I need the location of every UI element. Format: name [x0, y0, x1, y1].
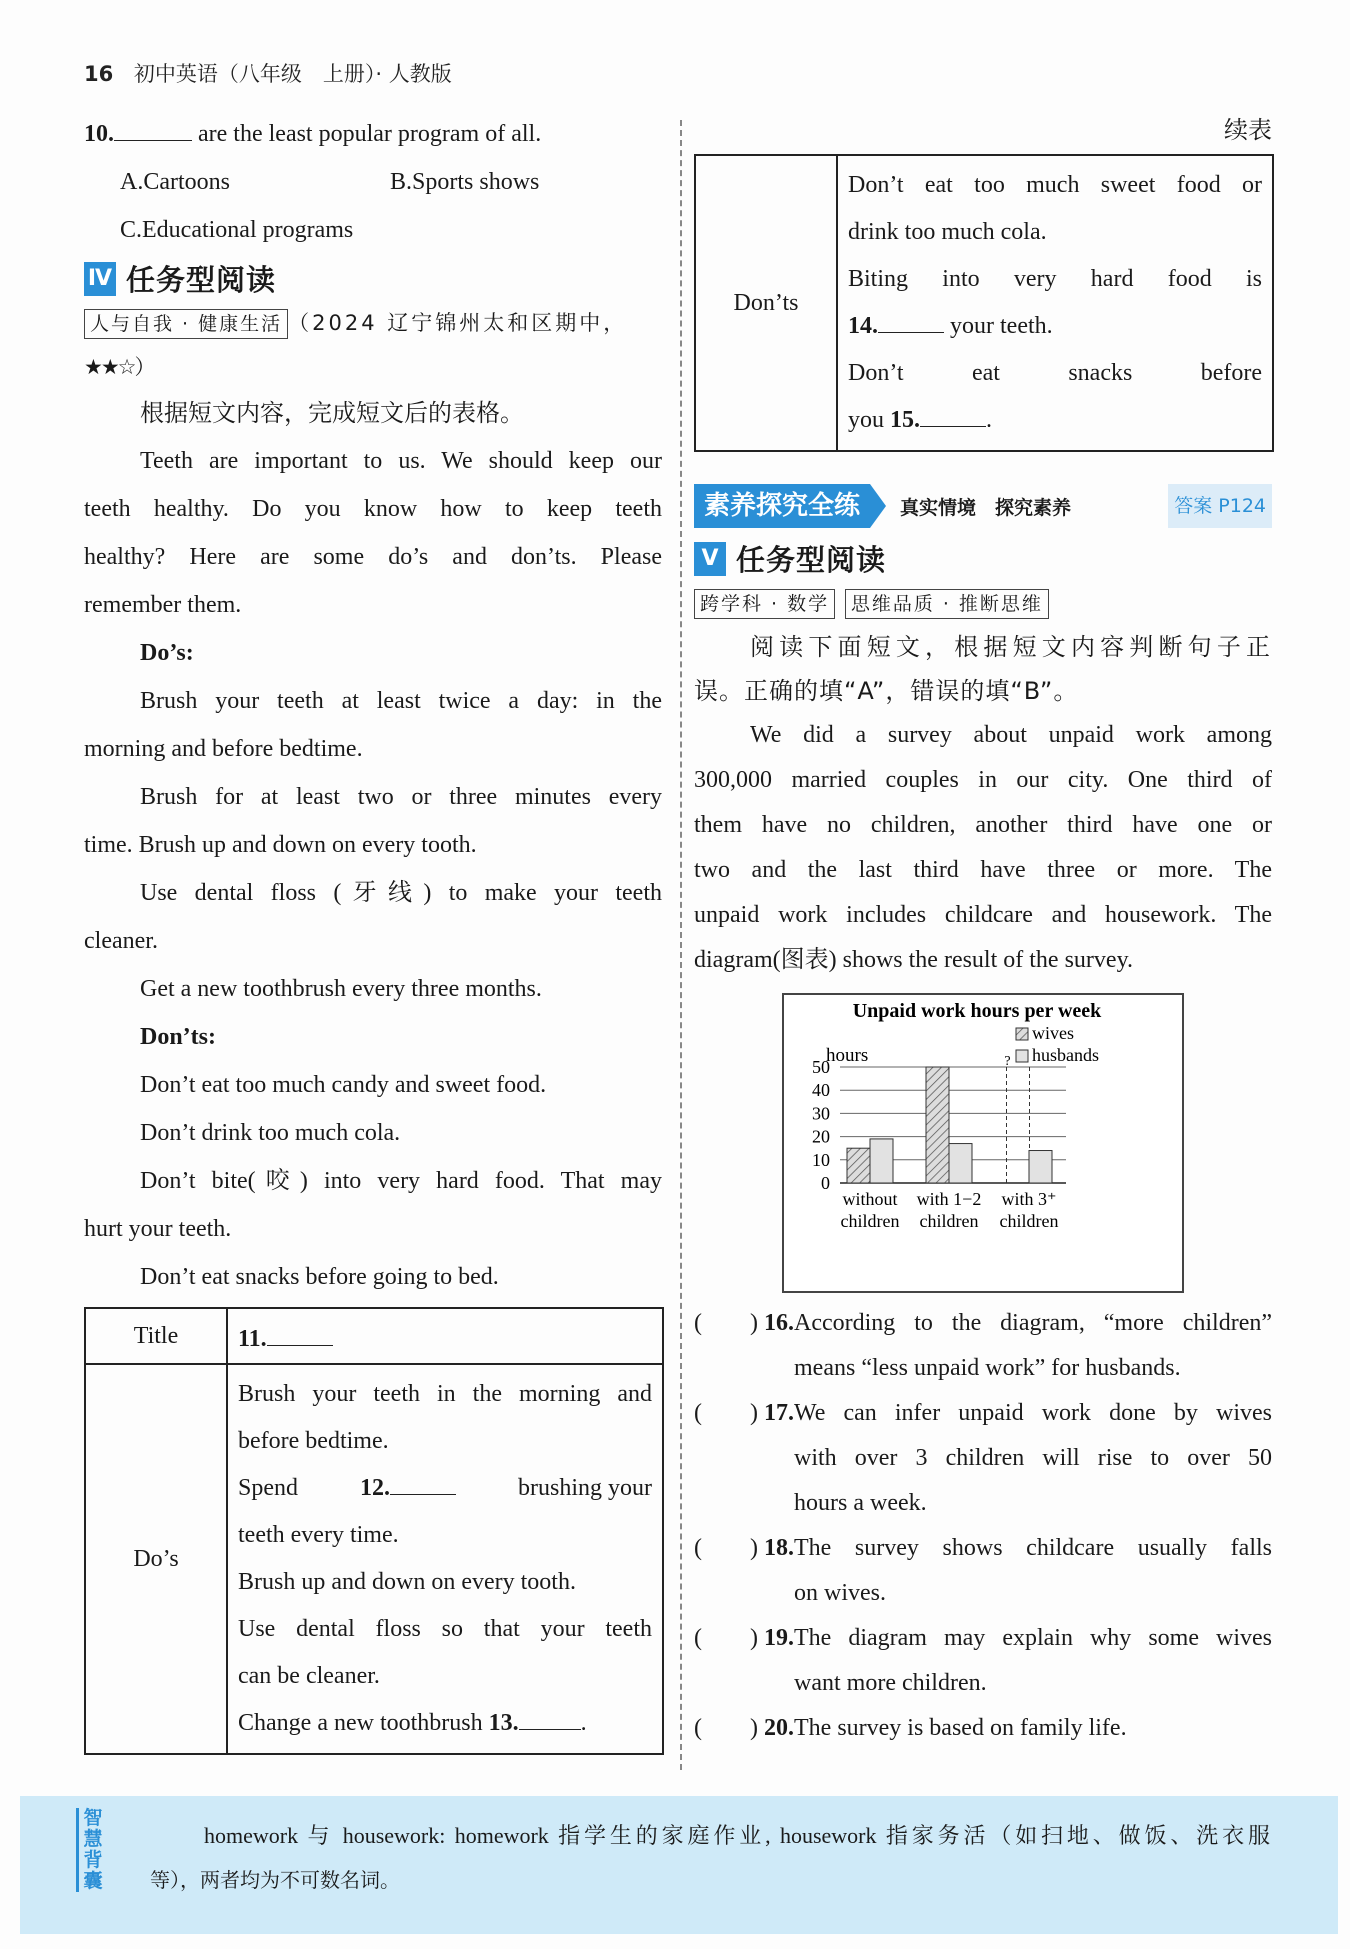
question-text: We can infer unpaid work done by wives [794, 1400, 1272, 1426]
bar-husbands [949, 1144, 972, 1183]
table-row [85, 1308, 663, 1364]
unknown-value-label: ? [1004, 1054, 1011, 1069]
question-number: 17. [764, 1400, 794, 1426]
cell-line: Use dental floss so that your teeth [238, 1616, 652, 1642]
dos-line: morning and before bedtime. [84, 736, 363, 762]
question-body [764, 1706, 1272, 1751]
dos-line: time. Brush up and down on every tooth. [84, 832, 477, 858]
thinking-tag: 思维品质 · 推断思维 [845, 589, 1049, 619]
section-number-badge: Ⅴ [694, 542, 726, 576]
column-divider [680, 120, 682, 1770]
left-column [84, 110, 662, 1755]
cell-line [848, 303, 1262, 350]
question-text: The diagram may explain why some wives [794, 1625, 1272, 1651]
legend-swatch-husbands [1016, 1050, 1028, 1062]
answer-paren[interactable]: ( ) [694, 1535, 758, 1561]
title-blank-cell [227, 1308, 663, 1364]
passage-line: We did a survey about unpaid work among [750, 722, 1272, 748]
dos-line: Get a new toothbrush every three months. [140, 976, 542, 1002]
legend-label-husbands: husbands [1032, 1045, 1099, 1065]
legend-swatch-wives [1016, 1028, 1028, 1040]
dos-line: cleaner. [84, 928, 158, 954]
answer-blank[interactable] [519, 1703, 581, 1730]
passage-line: two and the last third have three or more. The [694, 857, 1272, 883]
difficulty-line [84, 345, 662, 389]
book-title: 初中英语（八年级 上册）· 人教版 [133, 62, 452, 86]
x-tick-label: children [999, 1211, 1059, 1231]
banner-subtitle: 真实情境 探究素养 [900, 496, 1072, 519]
question-19 [694, 1616, 1272, 1706]
answer-blank[interactable] [114, 114, 192, 141]
chart-legend [1016, 1023, 1099, 1065]
answer-page-link[interactable]: 答案 P124 [1168, 484, 1272, 528]
table-row [695, 155, 1273, 451]
dos-line: Use dental floss (牙线) to make your teeth [140, 880, 662, 906]
x-tick-label: with 1−2 [916, 1189, 982, 1209]
question-body [764, 1616, 1272, 1706]
cell-text: . [986, 407, 992, 433]
dos-line: Brush for at least two or three minutes every [140, 784, 662, 810]
y-tick-label: 30 [812, 1103, 830, 1124]
passage-line: healthy? Here are some do’s and don’ts. Please [84, 544, 662, 570]
donts-line: hurt your teeth. [84, 1216, 232, 1242]
donts-line: Don’t eat too much candy and sweet food. [140, 1072, 547, 1098]
cell-line: drink too much cola. [848, 219, 1047, 245]
y-tick-label: 40 [812, 1080, 830, 1101]
donts-line: Don’t drink too much cola. [140, 1120, 401, 1146]
section-5-heading [694, 538, 1272, 579]
q11-number: 11. [238, 1326, 267, 1352]
chart-bars [847, 1054, 1052, 1183]
answer-table-continued [694, 154, 1274, 452]
donts-line: Don’t eat snacks before going to bed. [140, 1264, 499, 1290]
cell-line: before bedtime. [238, 1428, 389, 1454]
answer-blank[interactable] [878, 306, 944, 333]
tip-line: homework 与 housework: homework 指学生的家庭作业, housework 指家务活（如扫地、做饭、洗衣服 [204, 1823, 1270, 1848]
title-label-cell: Title [85, 1308, 227, 1364]
passage-line: them have no children, another third have one or [694, 812, 1272, 838]
dos-heading: Do’s: [140, 640, 194, 666]
cell-line: Don’t eat too much sweet food or [848, 172, 1262, 198]
question-10 [84, 110, 662, 158]
x-tick-label: children [840, 1211, 900, 1231]
passage-line: 300,000 married couples in our city. One third of [694, 767, 1272, 793]
continued-label: 续表 [1224, 116, 1272, 144]
question-body [764, 1301, 1272, 1391]
q10-option-b: B.Sports shows [390, 169, 540, 195]
x-axis-labels [841, 1189, 1059, 1231]
cell-line [238, 1465, 652, 1512]
question-body [764, 1391, 1272, 1526]
x-tick-label: with 3⁺ [1001, 1189, 1057, 1209]
q14-number: 14. [848, 313, 878, 339]
q10-option-c: C.Educational programs [120, 217, 354, 243]
question-text: means “less unpaid work” for husbands. [794, 1355, 1181, 1381]
dos-line: Brush your teeth at least twice a day: in the [140, 688, 662, 714]
q15-number: 15. [890, 407, 920, 433]
section-number-badge: Ⅳ [84, 262, 116, 296]
answer-paren[interactable]: ( ) [694, 1715, 758, 1741]
answer-blank[interactable] [920, 400, 986, 427]
section-5-instruction: 阅读下面短文，根据短文内容判断句子正 [750, 633, 1272, 661]
paren-close: ） [134, 355, 159, 379]
donts-line: Don’t bite(咬) into very hard food. That may [140, 1168, 662, 1194]
practice-banner [694, 484, 1272, 528]
y-tick-label: 10 [812, 1149, 830, 1170]
answer-paren[interactable]: ( ) [694, 1400, 758, 1426]
q10-options-ab [84, 158, 662, 206]
donts-heading: Don’ts: [140, 1024, 216, 1050]
q10-options-c [84, 206, 662, 254]
question-text: want more children. [794, 1670, 987, 1696]
cell-line: can be cleaner. [238, 1663, 380, 1689]
dos-label-cell: Do’s [85, 1364, 227, 1754]
answer-blank[interactable] [390, 1468, 456, 1495]
q12-number: 12. [360, 1475, 390, 1501]
question-text: on wives. [794, 1580, 886, 1606]
page-header [84, 58, 452, 88]
cell-text: brushing your [518, 1475, 652, 1501]
section-4-meta [84, 301, 662, 345]
table-row [85, 1364, 663, 1754]
q10-option-a: A.Cartoons [120, 169, 230, 195]
section-4-instruction: 根据短文内容，完成短文后的表格。 [140, 399, 524, 427]
passage-line: teeth healthy. Do you know how to keep teeth [84, 496, 662, 522]
difficulty-stars-icon: ★★☆ [84, 355, 135, 379]
cell-line: Don’t eat snacks before [848, 360, 1262, 386]
bar-chart [784, 995, 1182, 1291]
passage-line: Teeth are important to us. We should keep our [140, 448, 662, 474]
passage-line: remember them. [84, 592, 242, 618]
legend-label-wives: wives [1032, 1023, 1074, 1043]
y-tick-label: 50 [812, 1057, 830, 1077]
question-number: 16. [764, 1310, 794, 1336]
cell-text: Change a new toothbrush [238, 1710, 483, 1736]
tip-line: 等），两者均为不可数名词。 [150, 1868, 400, 1892]
question-18 [694, 1526, 1272, 1616]
question-16 [694, 1301, 1272, 1391]
q10-number: 10. [84, 121, 114, 147]
bar-husbands [870, 1139, 893, 1183]
question-number: 20. [764, 1715, 794, 1741]
cell-line [848, 397, 1262, 444]
cell-line: teeth every time. [238, 1522, 399, 1548]
cell-line: Biting into very hard food is [848, 266, 1262, 292]
page-number: 16 [84, 62, 114, 86]
y-tick-label: 20 [812, 1126, 830, 1147]
donts-label-cell: Don’ts [695, 155, 837, 451]
cell-line [238, 1700, 652, 1747]
cell-line: Brush up and down on every tooth. [238, 1569, 576, 1595]
bar-husbands [1029, 1151, 1052, 1183]
answer-paren[interactable]: ( ) [694, 1625, 758, 1651]
question-text: hours a week. [794, 1490, 927, 1516]
chart-title: Unpaid work hours per week [852, 1000, 1102, 1022]
dos-content-cell [227, 1364, 663, 1754]
section-title: 任务型阅读 [126, 263, 277, 297]
question-text: The survey is based on family life. [794, 1715, 1127, 1741]
question-20 [694, 1706, 1272, 1751]
source-note: （2024 辽宁锦州太和区期中， [288, 311, 628, 335]
cell-text: Spend [238, 1475, 298, 1501]
right-column [694, 110, 1272, 1751]
y-axis-label: hours [826, 1045, 869, 1066]
question-number: 18. [764, 1535, 794, 1561]
answer-paren[interactable]: ( ) [694, 1310, 758, 1336]
banner-title: 素养探究全练 [694, 484, 870, 528]
cell-text: you [848, 407, 884, 433]
bar-wives [847, 1148, 870, 1183]
q10-stem: are the least popular program of all. [192, 121, 542, 147]
donts-content-cell [837, 155, 1273, 451]
questions-list [694, 1301, 1272, 1751]
theme-tag: 人与自我 · 健康生活 [84, 309, 288, 339]
tip-side-label: 智慧背囊 [76, 1808, 105, 1892]
bar-wives [926, 1067, 949, 1183]
x-tick-label: without [842, 1189, 898, 1209]
section-title: 任务型阅读 [736, 543, 887, 577]
section-5-tags [694, 581, 1272, 625]
answer-table [84, 1307, 664, 1755]
passage-line: diagram(图表) shows the result of the survey. [694, 947, 1134, 973]
subject-tag: 跨学科 · 数学 [694, 589, 835, 619]
cell-text: . [580, 1710, 587, 1736]
question-text: According to the diagram, “more children” [794, 1310, 1272, 1336]
question-text: The survey shows childcare usually falls [794, 1535, 1272, 1561]
q13-number: 13. [488, 1710, 519, 1736]
chart-container [782, 993, 1184, 1293]
section-4-heading [84, 258, 662, 299]
question-17 [694, 1391, 1272, 1526]
question-number: 19. [764, 1625, 794, 1651]
x-tick-label: children [919, 1211, 979, 1231]
y-tick-label: 0 [821, 1173, 830, 1193]
cell-line: Brush your teeth in the morning and [238, 1381, 652, 1407]
passage-line: unpaid work includes childcare and housework. The [694, 902, 1272, 928]
section-5-instruction: 误。正确的填“A”，错误的填“B”。 [694, 677, 1079, 705]
answer-blank[interactable] [267, 1319, 333, 1346]
tip-text [150, 1814, 1270, 1902]
banner-arrow-icon [870, 484, 886, 528]
question-text: with over 3 children will rise to over 50 [794, 1445, 1272, 1471]
cell-text: your teeth. [944, 313, 1053, 339]
question-body [764, 1526, 1272, 1616]
